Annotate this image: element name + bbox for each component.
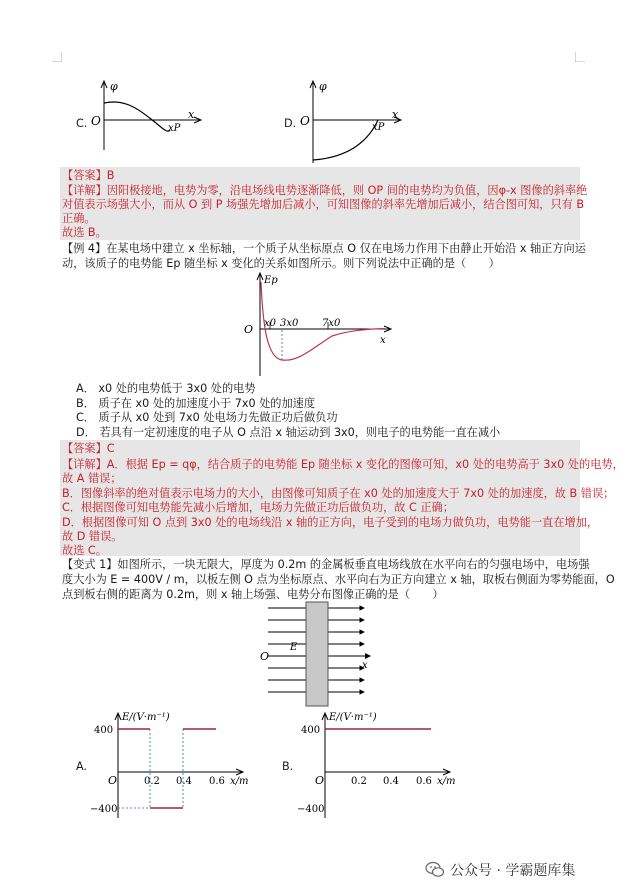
answer2-line3: B．图像斜率的绝对值表示电场力的大小，由图像可知质子在 x0 处的加速度大于 7x0 处的加速度，故 B 错误； (62, 487, 615, 500)
graph-a-label: A. (76, 760, 88, 773)
example4-line1: 【例 4】在某电场中建立 x 坐标轴，一个质子从坐标原点 O 仅在电场力作用下由静止开始沿 x 轴正方向运 (62, 242, 586, 255)
example4-option-a: A． x0 处的电势低于 3x0 处的电势 (76, 382, 256, 395)
phi-label: φ (319, 80, 327, 93)
x-label: x (392, 108, 399, 121)
x-tick-0.2: 0.2 (351, 776, 367, 787)
tick-3x0: 3x0 (280, 318, 299, 329)
y-tick-neg400: −400 (297, 804, 325, 815)
x-tick-0.6: 0.6 (416, 776, 432, 787)
x-label: x (362, 660, 368, 671)
x-tick-0.4: 0.4 (383, 776, 399, 787)
option-c-label: C. (76, 117, 88, 130)
corner-mark-top-left (52, 52, 62, 62)
ylabel: E/(V·m⁻¹) (329, 712, 377, 723)
answer1-conclusion: 故选 B。 (62, 226, 107, 239)
answer2-conclusion: 故选 C。 (62, 544, 107, 557)
watermark-text: 公众号 · 学霸题库集 (450, 863, 576, 879)
origin: O (108, 774, 118, 787)
x-tick-0.4: 0.4 (176, 776, 192, 787)
variant1-line1: 【变式 1】如图所示，一块无限大，厚度为 0.2m 的金属板垂直电场线放在水平向右的匀强电场中，电场强 (62, 558, 590, 571)
answer1-detail-line2: 对值表示场强大小，而从 O 到 P 场强先增加后减小，可知图像的斜率先增加后减小，结合图可知，只有 B (62, 198, 585, 211)
origin-label: O (91, 114, 101, 128)
answer1-detail-line3: 正确。 (62, 212, 96, 225)
answer1-label: 【答案】B (62, 169, 115, 182)
answer2-line4: C．根据图像可知电势能先减小后增加，电场力先做正功后做负功，故 C 正确； (62, 501, 454, 514)
plate-field-figure (258, 600, 378, 710)
ylabel: E/(V·m⁻¹) (122, 712, 170, 723)
answer1-detail-line1: 【详解】因阳极接地，电势为零，沿电场线电势逐渐降低，则 OP 间的电势均为负值，因φ-x 图像的斜率绝 (62, 184, 588, 197)
graph-b-label: B. (282, 760, 294, 773)
corner-mark-top-right (575, 52, 585, 62)
example4-line2: 动，该质子的电势能 Ep 随坐标 x 变化的关系如图所示。则下列说法中正确的是（ ） (62, 257, 500, 270)
x-unit: x/m (230, 776, 249, 787)
example4-option-b: B． 质子在 x0 处的加速度小于 7x0 处的加速度 (76, 397, 316, 410)
xp-label: xP (372, 122, 385, 133)
variant1-line3: 点到板右侧的距离为 0.2m，则 x 轴上场强、电势分布图像正确的是（ ） (62, 588, 444, 601)
origin-label: O (244, 323, 254, 336)
answer2-label: 【答案】C (62, 442, 115, 455)
graph-option-d (300, 78, 410, 166)
o-label: O (260, 650, 270, 663)
ep-label: Ep (264, 275, 278, 286)
answer2-line2: 故 A 错误； (62, 472, 122, 485)
answer2-line6: 故 D 错误。 (62, 530, 123, 543)
x-tick-0.6: 0.6 (209, 776, 225, 787)
phi-label: φ (110, 80, 118, 93)
e-label: E (290, 642, 298, 653)
tick-7x0: 7x0 (322, 318, 341, 329)
origin-label: O (300, 114, 310, 128)
graph-a (88, 708, 268, 820)
option-d-label: D. (284, 117, 297, 130)
graph-option-c (88, 78, 208, 153)
x-label: x (188, 108, 195, 121)
graph-b (295, 708, 475, 820)
xp-label: xP (168, 123, 181, 134)
x-label: x (380, 335, 386, 346)
answer2-line1: 【详解】A．根据 Ep = qφ，结合质子的电势能 Ep 随坐标 x 变化的图像可知，x0 处的电势高于 3x0 处的电势， (62, 458, 624, 471)
wechat-icon (425, 860, 445, 880)
variant1-line2: 度大小为 E = 400V / m，以板左侧 O 点为坐标原点、水平向右为正方向建立 x 轴，取板右侧面为零势能面，O (62, 573, 615, 586)
x-unit: x/m (437, 776, 456, 787)
example4-graph (240, 270, 400, 378)
origin: O (315, 774, 325, 787)
tick-x0: x0 (264, 318, 277, 329)
x-tick-0.2: 0.2 (144, 776, 160, 787)
example4-option-c: C． 质子从 x0 处到 7x0 处电场力先做正功后做负功 (76, 411, 338, 424)
y-tick-400: 400 (94, 725, 114, 736)
answer2-line5: D．根据图像可知 O 点到 3x0 处的电场线沿 x 轴的正方向，电子受到的电场力做负功，电势能一直在增加， (62, 516, 599, 529)
y-tick-neg400: −400 (90, 804, 118, 815)
y-tick-400: 400 (301, 725, 321, 736)
example4-option-d: D． 若具有一定初速度的电子从 O 点沿 x 轴运动到 3x0，则电子的电势能一直在减小 (76, 426, 501, 439)
